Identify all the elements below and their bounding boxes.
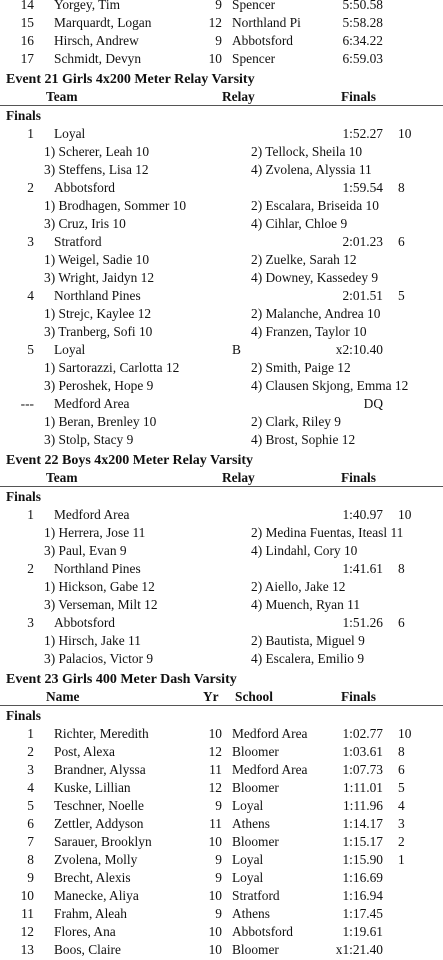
member: 2) Aiello, Jake 12 [251,579,346,594]
relay-members-row [0,161,443,179]
time: 1:11.96 [342,798,383,813]
member: 4) Cihlar, Chloe 9 [251,216,348,231]
year: 12 [208,744,222,759]
points: 8 [398,561,405,576]
year: 10 [208,834,222,849]
result-row [0,743,443,761]
athlete-name: Flores, Ana [54,924,116,939]
member: 4) Franzen, Taylor 10 [251,324,367,339]
school: Abbotsford [232,33,293,48]
points: 6 [398,615,405,630]
section-label [0,707,443,725]
result-row [0,797,443,815]
relay-members-row [0,197,443,215]
place: 3 [27,762,34,777]
result-row [0,851,443,869]
time: 1:03.61 [342,744,383,759]
place: 2 [27,561,34,576]
school: Athens [232,906,270,921]
school: Loyal [232,870,264,885]
result-row [0,50,443,68]
place: 1 [27,726,34,741]
time: 1:40.97 [342,507,383,522]
place: 17 [20,51,34,66]
place: 15 [20,15,34,30]
time: 1:14.17 [342,816,383,831]
header-finals: Finals [341,689,376,704]
relay-members-row [0,632,443,650]
school: Medford Area [232,726,308,741]
member: 3) Stolp, Stacy 9 [44,432,134,447]
athlete-name: Teschner, Noelle [54,798,144,813]
member: 1) Sartorazzi, Carlotta 12 [44,360,180,375]
school: Abbotsford [232,924,293,939]
school: Bloomer [232,942,279,957]
time: 1:16.69 [342,870,383,885]
year: 9 [215,0,222,12]
member: 1) Beran, Brenley 10 [44,414,157,429]
column-header-row [0,88,443,106]
header-finals: Finals [341,470,376,485]
result-row [0,905,443,923]
athlete-name: Schmidt, Devyn [54,51,142,66]
member: 1) Strejc, Kaylee 12 [44,306,152,321]
athlete-name: Kuske, Lillian [54,780,131,795]
relay-team-row [0,341,443,359]
team-name: Stratford [54,234,102,249]
result-row [0,923,443,941]
year: 9 [215,852,222,867]
member: 2) Tellock, Sheila 10 [251,144,363,159]
member: 2) Clark, Riley 9 [251,414,342,429]
member: 2) Malanche, Andrea 10 [251,306,381,321]
time: 1:19.61 [342,924,383,939]
school: Northland Pi [232,15,301,30]
points: 4 [398,798,405,813]
points: 5 [398,780,405,795]
member: 3) Steffens, Lisa 12 [44,162,149,177]
relay-members-row [0,269,443,287]
time: 2:01.51 [342,288,383,303]
relay-members-row [0,542,443,560]
points: 6 [398,234,405,249]
time: 1:11.01 [342,780,383,795]
member: 2) Medina Fuentas, Iteasl 11 [251,525,404,540]
event-title [0,452,443,470]
points: 10 [398,507,412,522]
time: 5:58.28 [342,15,383,30]
year: 10 [208,942,222,957]
time: 5:50.58 [342,0,383,12]
athlete-name: Richter, Meredith [54,726,149,741]
school: Bloomer [232,780,279,795]
place: 2 [27,744,34,759]
member: 4) Clausen Skjong, Emma 12 [251,378,409,393]
member: 3) Wright, Jaidyn 12 [44,270,155,285]
member: 2) Zuelke, Sarah 12 [251,252,357,267]
relay-members-row [0,650,443,668]
section-label-text: Finals [6,708,41,723]
place: 10 [20,888,34,903]
place: 4 [27,288,34,303]
member: 2) Bautista, Miguel 9 [251,633,365,648]
header-relay: Relay [222,89,255,104]
relay-team-row [0,233,443,251]
school: Spencer [232,51,276,66]
member: 1) Brodhagen, Sommer 10 [44,198,187,213]
team-name: Loyal [54,126,86,141]
relay-members-row [0,578,443,596]
relay-members-row [0,305,443,323]
section-label [0,107,443,125]
points: 5 [398,288,405,303]
relay-members-row [0,251,443,269]
relay-letter: B [232,342,241,357]
year: 12 [208,780,222,795]
relay-team-row [0,560,443,578]
place: 3 [27,615,34,630]
year: 11 [209,762,222,777]
school: Medford Area [232,762,308,777]
member: 4) Escalera, Emilio 9 [251,651,365,666]
year: 10 [208,924,222,939]
member: 1) Weigel, Sadie 10 [44,252,150,267]
place: 4 [27,780,34,795]
member: 3) Palacios, Victor 9 [44,651,154,666]
year: 11 [209,816,222,831]
points: 10 [398,126,412,141]
athlete-name: Manecke, Aliya [54,888,139,903]
time: 1:15.90 [342,852,383,867]
relay-members-row [0,431,443,449]
points: 3 [398,816,405,831]
time: 1:59.54 [342,180,383,195]
relay-members-row [0,143,443,161]
points: 10 [398,726,412,741]
relay-members-row [0,377,443,395]
event-title-text: Event 23 Girls 400 Meter Dash Varsity [6,672,237,687]
year: 10 [208,51,222,66]
result-row [0,887,443,905]
member: 4) Zvolena, Alyssia 11 [251,162,372,177]
section-label-text: Finals [6,108,41,123]
member: 3) Paul, Evan 9 [44,543,127,558]
points: 8 [398,744,405,759]
member: 1) Hickson, Gabe 12 [44,579,155,594]
place: 8 [27,852,34,867]
result-row [0,779,443,797]
result-row [0,32,443,50]
time: x1:21.40 [335,942,383,957]
time: 1:07.73 [342,762,383,777]
team-name: Northland Pines [54,561,141,576]
relay-members-row [0,215,443,233]
school: Bloomer [232,744,279,759]
member: 4) Lindahl, Cory 10 [251,543,358,558]
points: 8 [398,180,405,195]
place: 7 [27,834,34,849]
athlete-name: Post, Alexa [54,744,116,759]
relay-team-row [0,125,443,143]
athlete-name: Marquardt, Logan [54,15,152,30]
event-title [0,671,443,689]
member: 1) Hirsch, Jake 11 [44,633,141,648]
athlete-name: Brecht, Alexis [54,870,131,885]
year: 9 [215,33,222,48]
time: 1:16.94 [342,888,383,903]
result-row [0,815,443,833]
athlete-name: Zvolena, Molly [54,852,138,867]
member: 3) Peroshek, Hope 9 [44,378,154,393]
relay-members-row [0,359,443,377]
result-row [0,761,443,779]
place: 9 [27,870,34,885]
school: Stratford [232,888,280,903]
time: 1:02.77 [342,726,383,741]
event-title-text: Event 21 Girls 4x200 Meter Relay Varsity [6,72,255,87]
member: 3) Verseman, Milt 12 [44,597,158,612]
header-yr: Yr [203,689,219,704]
points: 1 [398,852,405,867]
relay-members-row [0,596,443,614]
place: 5 [27,342,34,357]
year: 9 [215,798,222,813]
place: 11 [21,906,34,921]
event-title [0,71,443,89]
time: 6:34.22 [342,33,383,48]
place: 1 [27,126,34,141]
section-label [0,488,443,506]
year: 9 [215,870,222,885]
member: 3) Cruz, Iris 10 [44,216,126,231]
result-row [0,725,443,743]
time: 1:41.61 [342,561,383,576]
header-finals: Finals [341,89,376,104]
relay-team-row [0,395,443,413]
time: DQ [363,396,383,411]
athlete-name: Boos, Claire [54,942,121,957]
member: 1) Herrera, Jose 11 [44,525,146,540]
place: 13 [20,942,34,957]
athlete-name: Frahm, Aleah [54,906,127,921]
member: 4) Brost, Sophie 12 [251,432,356,447]
time: 1:51.26 [342,615,383,630]
member: 4) Muench, Ryan 11 [251,597,361,612]
team-name: Abbotsford [54,615,115,630]
member: 2) Smith, Paige 12 [251,360,351,375]
team-name: Medford Area [54,396,130,411]
team-name: Northland Pines [54,288,141,303]
member: 4) Downey, Kassedey 9 [251,270,379,285]
header-team: Team [46,89,78,104]
member: 2) Escalara, Briseida 10 [251,198,379,213]
athlete-name: Sarauer, Brooklyn [54,834,152,849]
result-row [0,14,443,32]
points: 2 [398,834,405,849]
place: --- [20,396,34,411]
time: x2:10.40 [335,342,383,357]
place: 16 [20,33,34,48]
relay-members-row [0,413,443,431]
place: 5 [27,798,34,813]
year: 12 [208,15,222,30]
school: Spencer [232,0,276,12]
relay-members-row [0,323,443,341]
time: 1:15.17 [342,834,383,849]
points: 6 [398,762,405,777]
place: 12 [20,924,34,939]
result-row [0,833,443,851]
team-name: Medford Area [54,507,130,522]
result-row [0,0,443,14]
place: 2 [27,180,34,195]
place: 6 [27,816,34,831]
year: 10 [208,888,222,903]
relay-team-row [0,287,443,305]
athlete-name: Yorgey, Tim [54,0,121,12]
place: 14 [20,0,34,12]
place: 1 [27,507,34,522]
relay-team-row [0,506,443,524]
header-relay: Relay [222,470,255,485]
member: 1) Scherer, Leah 10 [44,144,150,159]
relay-team-row [0,179,443,197]
year: 9 [215,906,222,921]
team-name: Abbotsford [54,180,115,195]
section-label-text: Finals [6,489,41,504]
year: 10 [208,726,222,741]
relay-members-row [0,524,443,542]
relay-team-row [0,614,443,632]
athlete-name: Zettler, Addyson [54,816,144,831]
athlete-name: Brandner, Alyssa [54,762,146,777]
header-school: School [235,689,273,704]
column-header-row [0,469,443,487]
result-row [0,869,443,887]
school: Athens [232,816,270,831]
athlete-name: Hirsch, Andrew [54,33,139,48]
column-header-row [0,688,443,706]
member: 3) Tranberg, Sofi 10 [44,324,153,339]
school: Loyal [232,798,264,813]
time: 6:59.03 [342,51,383,66]
place: 3 [27,234,34,249]
event-title-text: Event 22 Boys 4x200 Meter Relay Varsity [6,453,254,468]
time: 2:01.23 [342,234,383,249]
team-name: Loyal [54,342,86,357]
time: 1:17.45 [342,906,383,921]
school: Loyal [232,852,264,867]
school: Bloomer [232,834,279,849]
header-team: Team [46,470,78,485]
result-row [0,941,443,959]
time: 1:52.27 [342,126,383,141]
header-name: Name [46,689,80,704]
